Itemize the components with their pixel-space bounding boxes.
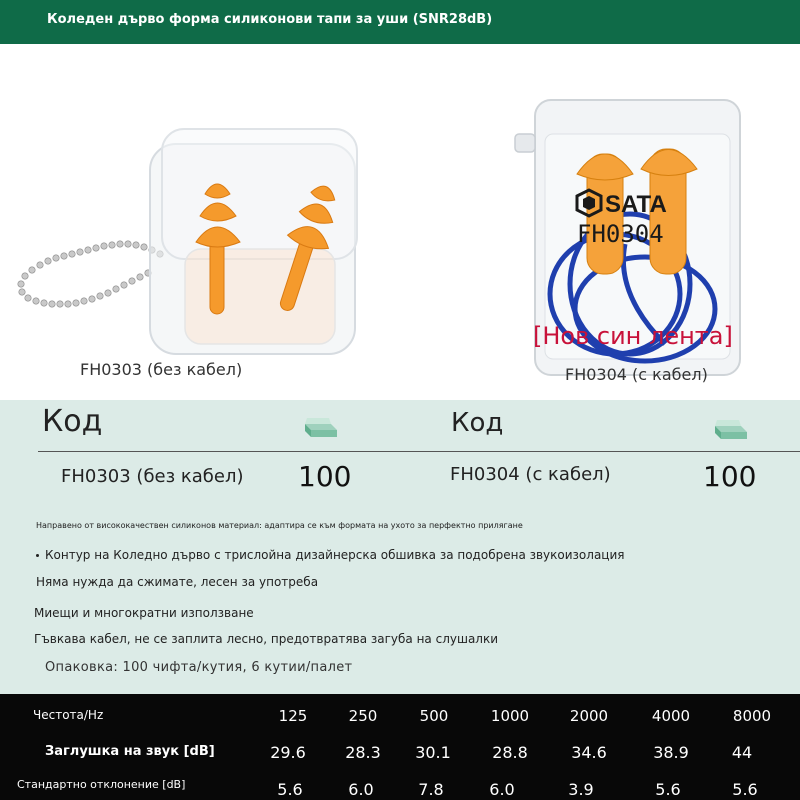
brand-text: SATA <box>605 191 667 218</box>
new-blue-cord-badge: [Нов син лента] <box>533 322 733 350</box>
packing-info: Опаковка: 100 чифта/кутия, 6 кутии/палет <box>45 660 353 675</box>
model-text: FH0304 <box>577 220 664 248</box>
header-divider <box>38 451 800 452</box>
feature-item: Гъвкава кабел, не се заплита лесно, предотвратява загуба на слушалки <box>34 632 499 646</box>
attenuation-cell: 34.6 <box>571 743 607 762</box>
deviation-cell: 5.6 <box>732 780 758 799</box>
code-fh0303: FH0303 (без кабел) <box>61 466 244 487</box>
feature-item: Няма нужда да сжимате, лесен за употреба <box>36 575 319 589</box>
attenuation-cell: 38.9 <box>653 743 689 762</box>
freq-cell: 500 <box>419 707 449 725</box>
code-fh0304: FH0304 (с кабел) <box>450 464 611 485</box>
feature-item: Миещи и многократни използване <box>34 606 254 620</box>
freq-cell: 250 <box>348 707 378 725</box>
code-header-right: Код <box>451 408 504 438</box>
deviation-cell: 6.0 <box>348 780 374 799</box>
qty-fh0304: 100 <box>703 460 757 493</box>
page-title: Коледен дърво форма силиконови тапи за уши (SNR28dB) <box>47 12 493 27</box>
deviation-cell: 7.8 <box>418 780 444 799</box>
attenuation-cell: 44 <box>731 743 753 762</box>
feature-item: Контур на Коледно дърво с трислойна дизайнерска обшивка за подобрена звукоизолация <box>45 548 625 562</box>
product-label-fh0303: FH0303 (без кабел) <box>80 360 243 379</box>
deviation-cell: 5.6 <box>277 780 303 799</box>
product-images <box>0 44 800 400</box>
attenuation-cell: 29.6 <box>270 743 306 762</box>
freq-cell: 2000 <box>569 707 609 725</box>
features-list <box>0 500 800 694</box>
attenuation-cell: 30.1 <box>415 743 451 762</box>
row-label-deviation: Стандартно отклонение [dB] <box>17 778 186 791</box>
freq-cell: 8000 <box>732 707 772 725</box>
deviation-cell: 5.6 <box>655 780 681 799</box>
row-label-frequency: Честота/Hz <box>33 708 104 722</box>
box-icon <box>303 416 339 438</box>
title-bar <box>0 0 800 44</box>
feature-item: Направено от висококачествен силиконов материал: адаптира се към формата на ухото за перфектно прилягане <box>36 521 523 530</box>
freq-cell: 125 <box>278 707 308 725</box>
box-icon <box>713 418 749 440</box>
earplug-case-image <box>10 84 370 384</box>
row-label-attenuation: Заглушка на звук [dB] <box>45 744 215 759</box>
code-header-left: Код <box>42 404 103 439</box>
freq-cell: 1000 <box>490 707 530 725</box>
attenuation-cell: 28.3 <box>345 743 381 762</box>
attenuation-cell: 28.8 <box>492 743 528 762</box>
bullet-icon <box>36 554 39 557</box>
code-table <box>0 400 800 500</box>
deviation-cell: 6.0 <box>489 780 515 799</box>
freq-cell: 4000 <box>651 707 691 725</box>
deviation-cell: 3.9 <box>568 780 594 799</box>
qty-fh0303: 100 <box>298 460 352 493</box>
frequency-table <box>0 694 800 800</box>
product-label-fh0304: FH0304 (с кабел) <box>565 365 708 384</box>
